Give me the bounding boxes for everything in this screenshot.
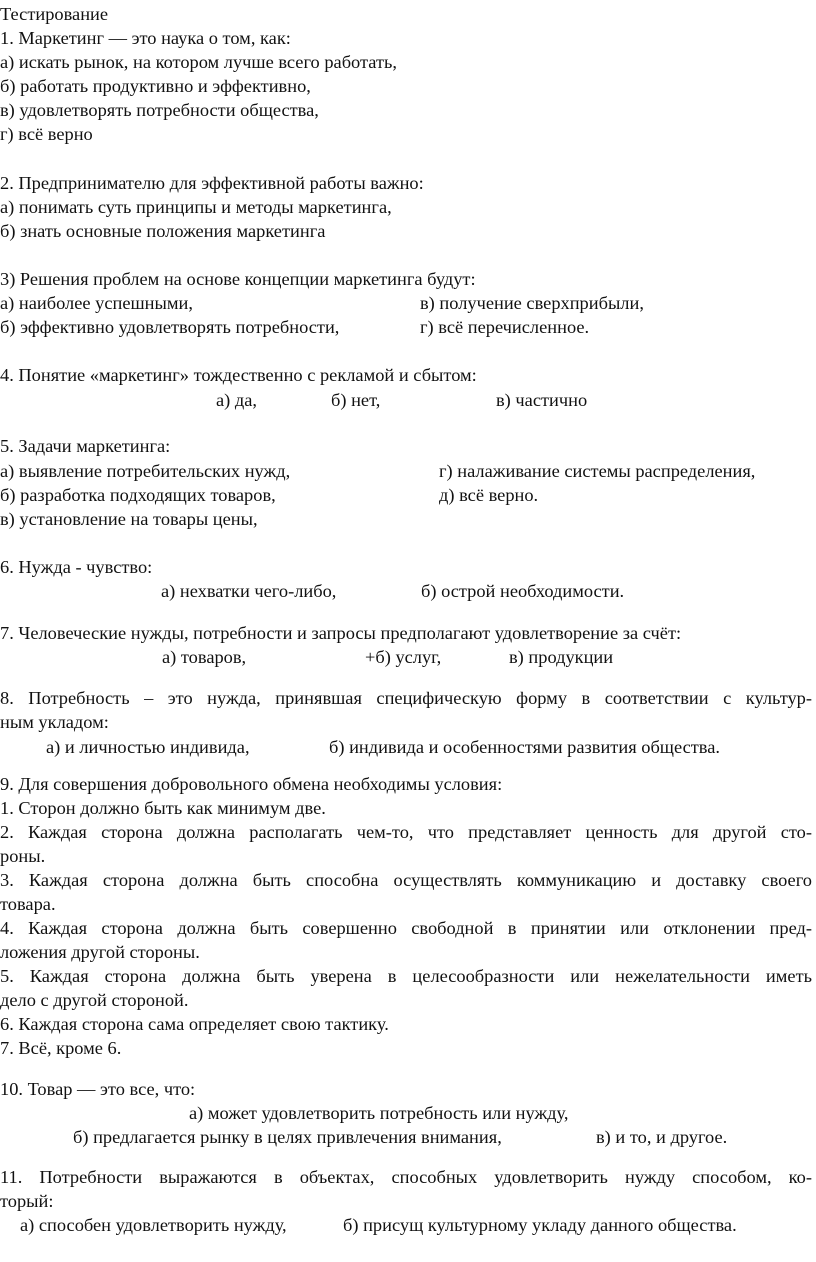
q8-option-a: а) и личностью индивида,	[46, 737, 250, 757]
q5-option-d: д) всё верно.	[439, 485, 539, 505]
q9-item-4-line-1: 4. Каждая сторона должна быть совершенно свободной в принятии или отклонении пред-	[0, 918, 812, 938]
q6-option-a: а) нехватки чего-либо,	[161, 581, 337, 601]
q9-item-1: 1. Сторон должно быть как минимум две.	[0, 798, 326, 818]
question-4: 4. Понятие «маркетинг» тождественно с рекламой и сбытом:	[0, 365, 477, 385]
q10-option-b: б) предлагается рынку в целях привлечения внимания,	[73, 1127, 502, 1147]
q3-option-g: г) всё перечисленное.	[420, 317, 590, 337]
question-10: 10. Товар — это все, что:	[0, 1079, 196, 1099]
q9-item-7: 7. Всё, кроме 6.	[0, 1038, 122, 1058]
q6-option-b: б) острой необходимости.	[421, 581, 625, 601]
question-3: 3) Решения проблем на основе концепции маркетинга будут:	[0, 269, 476, 289]
q10-option-a: а) может удовлетворить потребность или нужду,	[189, 1103, 569, 1123]
q1-option-a: а) искать рынок, на котором лучше всего работать,	[0, 52, 397, 72]
q7-option-a: а) товаров,	[162, 647, 247, 667]
q5-option-g: г) налаживание системы распределения,	[439, 461, 756, 481]
q4-option-v: в) частично	[496, 390, 588, 410]
q3-option-b: б) эффективно удовлетворять потребности,	[0, 317, 340, 337]
q9-item-3-line-2: товара.	[0, 894, 56, 914]
q5-option-v: в) установление на товары цены,	[0, 509, 258, 529]
question-5: 5. Задачи маркетинга:	[0, 436, 171, 456]
q2-option-a: а) понимать суть принципы и методы маркетинга,	[0, 197, 392, 217]
q2-option-b: б) знать основные положения маркетинга	[0, 221, 326, 241]
q8-option-b: б) индивида и особенностями развития общества.	[329, 737, 720, 757]
q9-item-3-line-1: 3. Каждая сторона должна быть способна осуществлять коммуникацию и доставку своего	[0, 870, 812, 890]
question-11-line-2: торый:	[0, 1191, 54, 1211]
q1-option-g: г) всё верно	[0, 124, 93, 144]
question-11-line-1: 11. Потребности выражаются в объектах, способных удовлетворить нужду способом, ко-	[0, 1167, 812, 1187]
q7-option-v: в) продукции	[509, 647, 614, 667]
q3-option-a: а) наиболее успешными,	[0, 293, 193, 313]
question-9: 9. Для совершения добровольного обмена необходимы условия:	[0, 774, 503, 794]
question-2: 2. Предпринимателю для эффективной работы важно:	[0, 173, 424, 193]
q9-item-5-line-2: дело с другой стороной.	[0, 990, 189, 1010]
q1-option-v: в) удовлетворять потребности общества,	[0, 100, 319, 120]
question-8-line-2: ным укладом:	[0, 712, 109, 732]
q4-option-b: б) нет,	[331, 390, 381, 410]
question-1: 1. Маркетинг — это наука о том, как:	[0, 28, 291, 48]
q9-item-2-line-1: 2. Каждая сторона должна располагать чем-то, что представляет ценность для другой сто-	[0, 822, 812, 842]
page-title: Тестирование	[0, 4, 109, 24]
q4-option-a: а) да,	[216, 390, 258, 410]
q9-item-6: 6. Каждая сторона сама определяет свою тактику.	[0, 1014, 389, 1034]
q5-option-b: б) разработка подходящих товаров,	[0, 485, 276, 505]
q10-option-v: в) и то, и другое.	[596, 1127, 728, 1147]
q5-option-a: а) выявление потребительских нужд,	[0, 461, 291, 481]
q11-option-b: б) присущ культурному укладу данного общества.	[343, 1215, 737, 1235]
q3-option-v: в) получение сверхприбыли,	[420, 293, 644, 313]
question-8-line-1: 8. Потребность – это нужда, принявшая специфическую форму в соответствии с культур-	[0, 688, 812, 708]
q7-option-b: +б) услуг,	[365, 647, 442, 667]
q11-option-a: а) способен удовлетворить нужду,	[20, 1215, 287, 1235]
q9-item-4-line-2: ложения другой стороны.	[0, 942, 200, 962]
question-6: 6. Нужда - чувство:	[0, 557, 153, 577]
question-7: 7. Человеческие нужды, потребности и запросы предполагают удовлетворение за счёт:	[0, 623, 682, 643]
q1-option-b: б) работать продуктивно и эффективно,	[0, 76, 311, 96]
q9-item-5-line-1: 5. Каждая сторона должна быть уверена в целесообразности или нежелательности иметь	[0, 966, 812, 986]
q9-item-2-line-2: роны.	[0, 846, 46, 866]
